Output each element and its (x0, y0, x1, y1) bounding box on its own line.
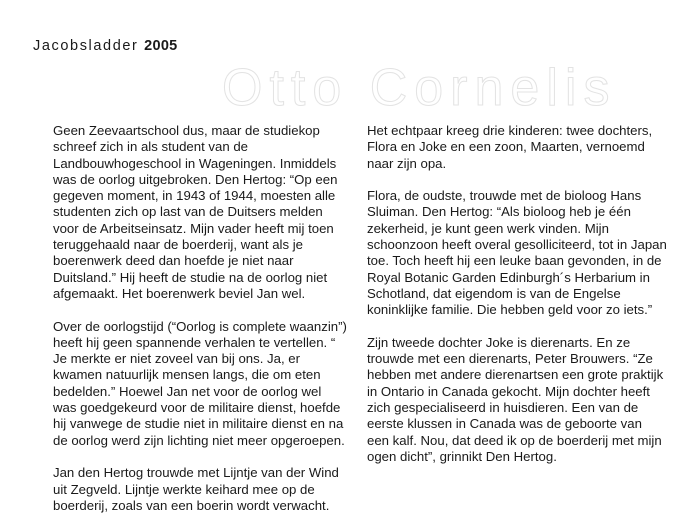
publication-year: 2005 (144, 38, 178, 54)
paragraph: Zijn tweede dochter Joke is dierenarts. En ze trouwde met een dierenarts, Peter Brouwers. “Ze hebben met andere dierenartsen een grote praktijk in Ontario in Canada gekocht. Mijn dochter heeft zich gespecialiseerd in huisdieren. Een van de eerste klussen in Canada was de geboorte van een kalf. Nou, dat deed ik op de boerderij met mijn ogen dicht”, grinnikt Den Hertog. (367, 334, 664, 464)
article-left-column (53, 123, 348, 514)
page-header (33, 38, 178, 54)
paragraph: Het echtpaar kreeg drie kinderen: twee dochters, Flora en Joke en een zoon, Maarten, vernoemd naar zijn opa. (367, 123, 653, 171)
article-right-column (367, 123, 667, 465)
paragraph: Over de oorlogstijd (“Oorlog is complete waanzin”) heeft hij geen spannende verhalen te vertellen. “ Je merkte er niet zoveel van bij ons. Ja, er kwamen natuurlijk mensen langs, die om eten bedelden.” Hoewel Jan net voor de oorlog wel was goedgekeurd voor de militaire dienst, hoefde hij vanwege de studie niet in militaire dienst en na de oorlog werd zijn lichting niet meer opgeroepen. (53, 318, 347, 448)
publication-name: Jacobsladder (33, 38, 139, 54)
paragraph: Flora, de oudste, trouwde met de bioloog Hans Sluiman. Den Hertog: “Als bioloog heb je één zekerheid, je kunt geen werk vinden. Mijn schoonzoon heeft overal gesolliciteerd, tot in Japan toe. Toch heeft hij een leuke baan gevonden, in de Royal Botanic Garden Edinburgh´s Herbarium in Schotland, dat eigendom is van de Engelse koninklijke familie. Die hebben geld voor zo iets.” (367, 188, 667, 318)
paragraph: Jan den Hertog trouwde met Lijntje van der Wind uit Zegveld. Lijntje werkte keihard mee op de boerderij, zoals van een boerin wordt verwacht. (53, 465, 339, 513)
author-name-watermark: Otto Cornelis (222, 59, 617, 117)
paragraph: Geen Zeevaartschool dus, maar de studiekop schreef zich in als student van de Landbouwhogeschool in Wageningen. Inmiddels was de oorlog uitgebroken. Den Hertog: “Op een gegeven moment, in 1943 of 1944, moesten alle studenten zich op last van de Duitsers melden voor de Arbeitseinsatz. Mijn vader heeft mij toen teruggehaald naar de boerderij, want als je boerenwerk deed dan hoefde je niet naar Duitsland.” Hij heeft de studie na de oorlog niet afgemaakt. Het boerenwerk beviel Jan wel. (53, 123, 338, 301)
